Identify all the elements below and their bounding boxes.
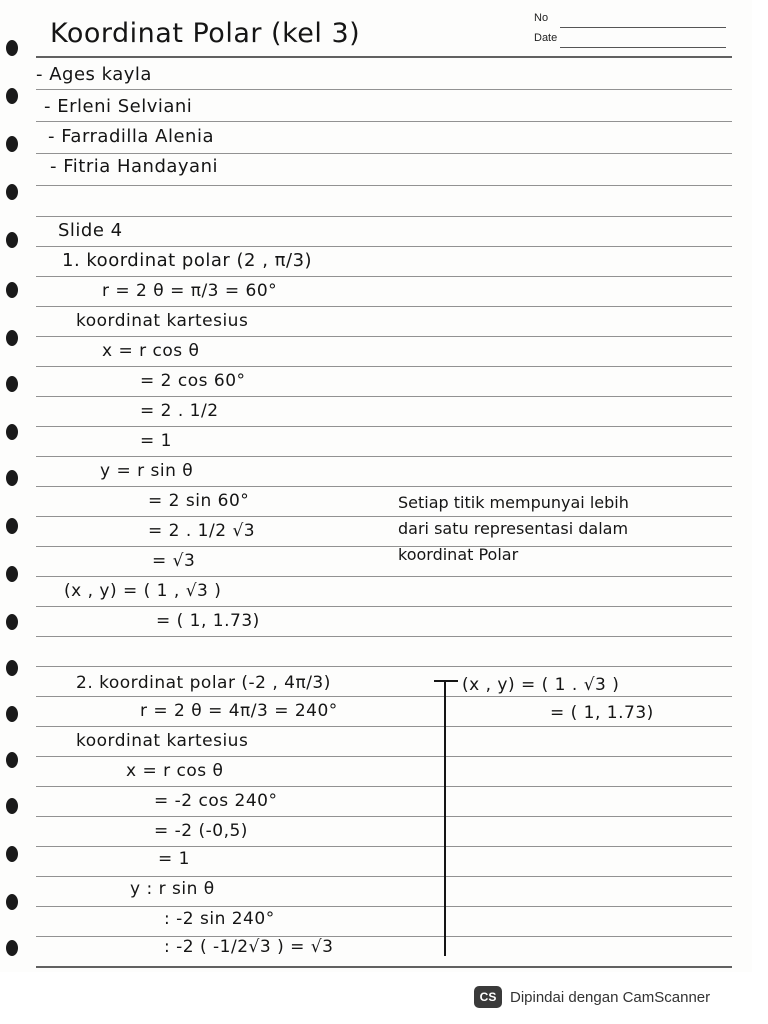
binding-hole bbox=[6, 846, 18, 862]
math-line: x = r cos θ bbox=[126, 761, 224, 781]
ruled-line bbox=[36, 816, 732, 817]
math-line: y = r sin θ bbox=[100, 461, 194, 481]
watermark-text: Dipindai dengan CamScanner bbox=[510, 988, 711, 1006]
binding-hole bbox=[6, 184, 18, 200]
ruled-line bbox=[36, 306, 732, 307]
binding-hole bbox=[6, 660, 18, 676]
problem-2-heading: 2. koordinat polar (-2 , 4π/3) bbox=[76, 673, 331, 693]
ruled-line bbox=[36, 276, 732, 277]
side-note-line: dari satu representasi dalam bbox=[398, 519, 629, 538]
problem-2-given: r = 2 θ = 4π/3 = 240° bbox=[140, 701, 338, 721]
binding-hole bbox=[6, 706, 18, 722]
ruled-line bbox=[36, 966, 732, 968]
date-label: Date bbox=[534, 32, 558, 44]
problem-2-result: (x , y) = ( 1 . √3 ) bbox=[462, 675, 620, 695]
problem-1-given: r = 2 θ = π/3 = 60° bbox=[102, 281, 278, 301]
ruled-line bbox=[36, 153, 732, 154]
math-line: = 1 bbox=[158, 849, 190, 869]
ruled-line bbox=[36, 89, 732, 90]
ruled-line bbox=[36, 846, 732, 847]
problem-2-subheading: koordinat kartesius bbox=[76, 731, 249, 751]
ruled-line bbox=[36, 636, 732, 637]
no-label: No bbox=[534, 12, 549, 24]
problem-2-result: = ( 1, 1.73) bbox=[550, 703, 654, 723]
problem-1-subheading: koordinat kartesius bbox=[76, 311, 249, 331]
ruled-line bbox=[36, 486, 732, 487]
math-line: = √3 bbox=[152, 551, 196, 571]
member-name: - Farradilla Alenia bbox=[48, 126, 214, 147]
binding-hole bbox=[6, 470, 18, 486]
side-note bbox=[398, 490, 718, 568]
ruled-line bbox=[36, 726, 732, 727]
bracket-mark bbox=[426, 680, 446, 956]
ruled-line bbox=[36, 336, 732, 337]
ruled-line bbox=[36, 906, 732, 907]
ruled-line bbox=[36, 666, 732, 667]
no-field-line bbox=[560, 27, 726, 28]
date-field-line bbox=[560, 47, 726, 48]
ruled-line bbox=[36, 756, 732, 757]
member-name: - Fitria Handayani bbox=[50, 156, 218, 177]
math-line: (x , y) = ( 1 , √3 ) bbox=[64, 581, 222, 601]
binding-hole bbox=[6, 376, 18, 392]
binding-hole bbox=[6, 424, 18, 440]
member-name: - Ages kayla bbox=[36, 64, 152, 85]
camscanner-logo-icon: CS bbox=[474, 986, 502, 1008]
binding-hole bbox=[6, 232, 18, 248]
math-line: = ( 1, 1.73) bbox=[156, 611, 260, 631]
binding-hole bbox=[6, 614, 18, 630]
math-line: x = r cos θ bbox=[102, 341, 200, 361]
page-title: Koordinat Polar (kel 3) bbox=[50, 18, 361, 49]
ruled-line bbox=[36, 456, 732, 457]
math-line: = 2 . 1/2 bbox=[140, 401, 219, 421]
binding-hole bbox=[6, 894, 18, 910]
member-name: - Erleni Selviani bbox=[44, 96, 193, 117]
ruled-line bbox=[36, 396, 732, 397]
ruled-line bbox=[36, 366, 732, 367]
math-line: = -2 (-0,5) bbox=[154, 821, 248, 841]
binding-hole bbox=[6, 940, 18, 956]
math-line: = 2 cos 60° bbox=[140, 371, 246, 391]
math-line: : -2 ( -1/2√3 ) = √3 bbox=[164, 937, 334, 957]
math-line: y : r sin θ bbox=[130, 879, 215, 899]
ruled-line bbox=[36, 606, 732, 607]
binding-hole bbox=[6, 752, 18, 768]
ruled-line bbox=[36, 185, 732, 186]
binding-hole bbox=[6, 88, 18, 104]
ruled-line bbox=[36, 786, 732, 787]
ruled-line bbox=[36, 216, 732, 217]
ruled-line bbox=[36, 246, 732, 247]
math-line: = 2 sin 60° bbox=[148, 491, 250, 511]
ruled-line bbox=[36, 576, 732, 577]
side-note-line: Setiap titik mempunyai lebih bbox=[398, 493, 629, 512]
binding-hole bbox=[6, 330, 18, 346]
ruled-line bbox=[36, 936, 732, 937]
camscanner-watermark bbox=[474, 984, 710, 1010]
math-line: = 2 . 1/2 √3 bbox=[148, 521, 256, 541]
ruled-line bbox=[36, 876, 732, 877]
binding-hole bbox=[6, 518, 18, 534]
ruled-line bbox=[36, 426, 732, 427]
bracket-arrow-mark bbox=[434, 680, 458, 682]
math-line: = 1 bbox=[140, 431, 172, 451]
binding-hole bbox=[6, 566, 18, 582]
slide-label: Slide 4 bbox=[58, 220, 123, 241]
side-note-line: koordinat Polar bbox=[398, 545, 519, 564]
math-line: : -2 sin 240° bbox=[164, 909, 275, 929]
binding-hole bbox=[6, 798, 18, 814]
binding-holes bbox=[0, 0, 40, 972]
binding-hole bbox=[6, 282, 18, 298]
problem-1-heading: 1. koordinat polar (2 , π/3) bbox=[62, 250, 313, 271]
ruled-line bbox=[36, 121, 732, 122]
math-line: = -2 cos 240° bbox=[154, 791, 278, 811]
ruled-line bbox=[36, 696, 732, 697]
binding-hole bbox=[6, 40, 18, 56]
ruled-line bbox=[36, 56, 732, 58]
binding-hole bbox=[6, 136, 18, 152]
